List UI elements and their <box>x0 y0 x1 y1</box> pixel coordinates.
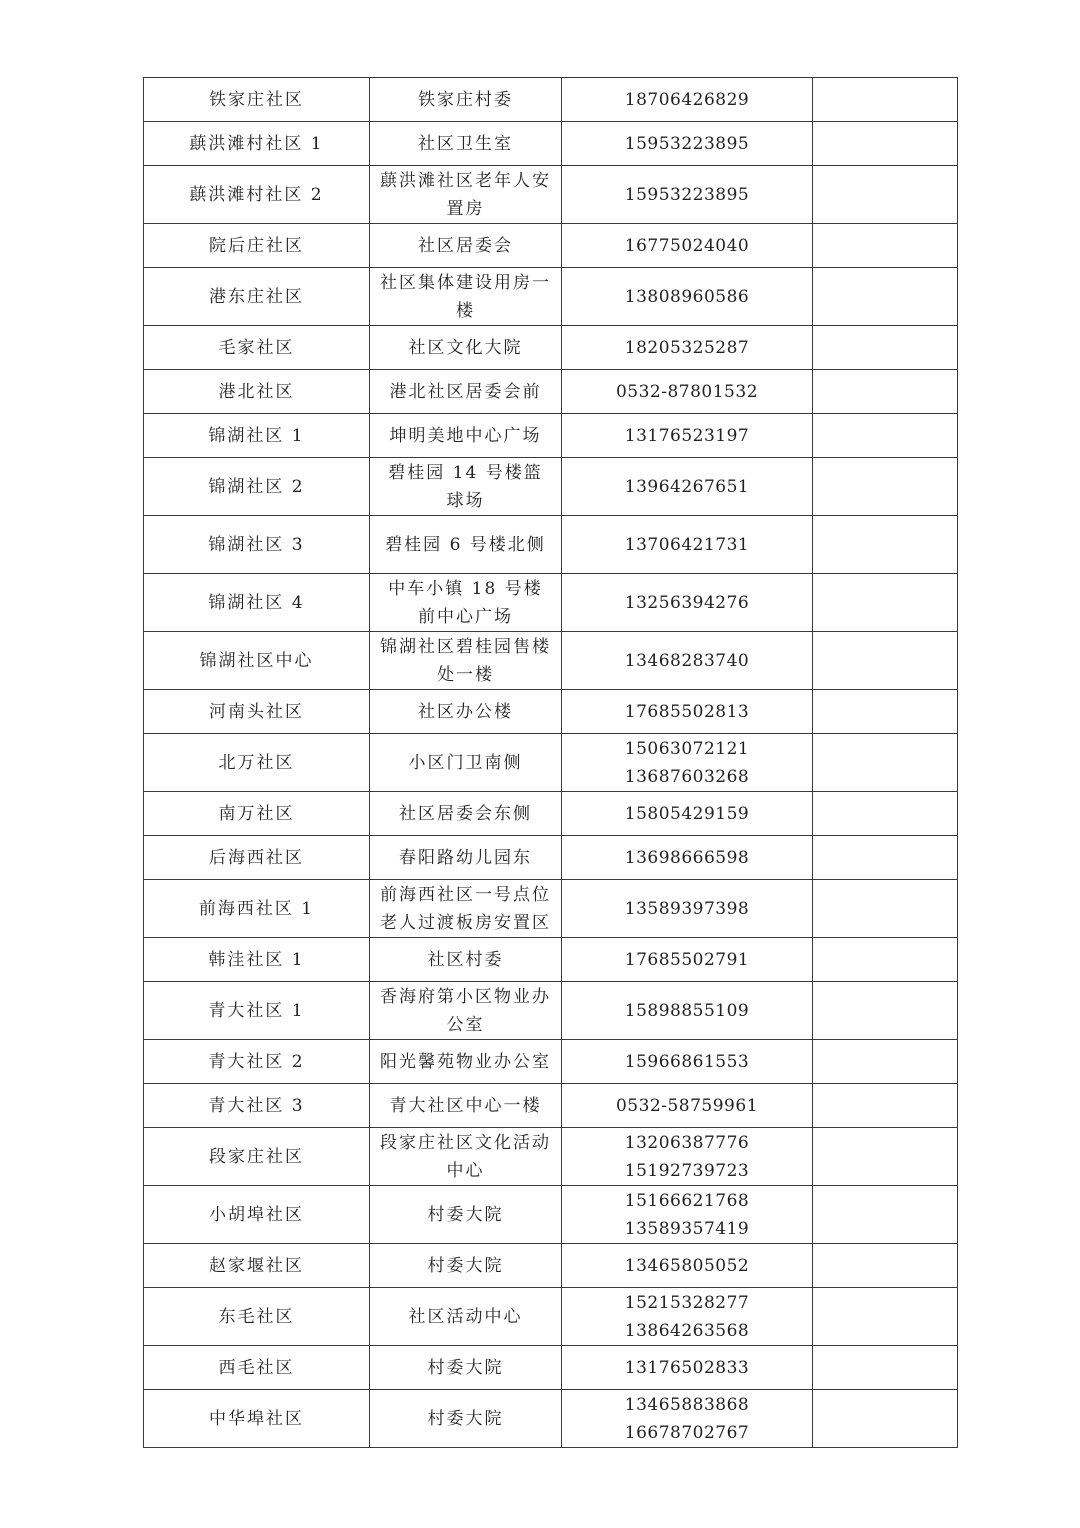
community-name-cell: 锦湖社区 3 <box>144 516 370 574</box>
note-cell <box>813 458 958 516</box>
location-cell: 春阳路幼儿园东 <box>370 836 562 880</box>
note-cell <box>813 880 958 938</box>
community-name-cell: 赵家堰社区 <box>144 1244 370 1288</box>
table-row <box>144 574 958 632</box>
location-cell: 港北社区居委会前 <box>370 370 562 414</box>
phone-cell <box>562 734 813 792</box>
table-row <box>144 458 958 516</box>
phone-number: 0532-87801532 <box>615 381 759 402</box>
phone-number: 15953223895 <box>624 133 750 154</box>
table-row <box>144 982 958 1040</box>
table-row <box>144 632 958 690</box>
community-name-cell: 河南头社区 <box>144 690 370 734</box>
phone-number: 13256394276 <box>624 592 750 613</box>
phone-cell <box>562 690 813 734</box>
location-cell: 青大社区中心一楼 <box>370 1084 562 1128</box>
community-name-cell: 港北社区 <box>144 370 370 414</box>
phone-cell <box>562 836 813 880</box>
phone-cell <box>562 1244 813 1288</box>
note-cell <box>813 938 958 982</box>
phone-number: 13468283740 <box>624 650 750 671</box>
note-cell <box>813 836 958 880</box>
community-name-cell: 小胡埠社区 <box>144 1186 370 1244</box>
location-cell: 铁家庄村委 <box>370 78 562 122</box>
table-row <box>144 414 958 458</box>
community-name-cell: 段家庄社区 <box>144 1128 370 1186</box>
community-name-cell: 青大社区 2 <box>144 1040 370 1084</box>
phone-number: 17685502813 <box>624 701 750 722</box>
phone-number: 13706421731 <box>624 534 750 555</box>
phone-cell <box>562 632 813 690</box>
community-name-cell: 蕻洪滩村社区 1 <box>144 122 370 166</box>
phone-cell <box>562 122 813 166</box>
community-table <box>143 77 958 1448</box>
note-cell <box>813 792 958 836</box>
phone-cell <box>562 326 813 370</box>
phone-cell <box>562 458 813 516</box>
community-name-cell: 前海西社区 1 <box>144 880 370 938</box>
phone-number: 16678702767 <box>624 1422 750 1443</box>
note-cell <box>813 78 958 122</box>
location-cell: 社区文化大院 <box>370 326 562 370</box>
community-name-cell: 铁家庄社区 <box>144 78 370 122</box>
phone-cell <box>562 1084 813 1128</box>
phone-number: 13964267651 <box>624 476 750 497</box>
table-row <box>144 122 958 166</box>
community-name-cell: 锦湖社区中心 <box>144 632 370 690</box>
phone-cell <box>562 370 813 414</box>
community-name-cell: 北万社区 <box>144 734 370 792</box>
table-row <box>144 224 958 268</box>
phone-number: 13698666598 <box>624 847 750 868</box>
note-cell <box>813 370 958 414</box>
community-name-cell: 毛家社区 <box>144 326 370 370</box>
location-cell: 村委大院 <box>370 1390 562 1448</box>
table-row <box>144 938 958 982</box>
phone-number: 13864263568 <box>624 1320 750 1341</box>
phone-number: 16775024040 <box>624 235 750 256</box>
table-row <box>144 1186 958 1244</box>
location-cell: 村委大院 <box>370 1186 562 1244</box>
phone-number: 13589397398 <box>624 898 750 919</box>
community-name-cell: 锦湖社区 2 <box>144 458 370 516</box>
phone-cell <box>562 1186 813 1244</box>
location-cell: 阳光馨苑物业办公室 <box>370 1040 562 1084</box>
note-cell <box>813 516 958 574</box>
note-cell <box>813 734 958 792</box>
table-row <box>144 1244 958 1288</box>
phone-cell <box>562 792 813 836</box>
phone-number: 13465805052 <box>624 1255 750 1276</box>
note-cell <box>813 1128 958 1186</box>
phone-cell <box>562 574 813 632</box>
table-row <box>144 1040 958 1084</box>
phone-number: 13176502833 <box>624 1357 750 1378</box>
phone-number: 13687603268 <box>624 766 750 787</box>
note-cell <box>813 224 958 268</box>
phone-cell <box>562 1288 813 1346</box>
note-cell <box>813 690 958 734</box>
table-row <box>144 326 958 370</box>
phone-cell <box>562 1390 813 1448</box>
note-cell <box>813 122 958 166</box>
community-name-cell: 中华埠社区 <box>144 1390 370 1448</box>
table-row <box>144 166 958 224</box>
phone-cell <box>562 414 813 458</box>
location-cell: 段家庄社区文化活动中心 <box>370 1128 562 1186</box>
table-row <box>144 880 958 938</box>
phone-number: 18205325287 <box>624 337 750 358</box>
location-cell: 社区村委 <box>370 938 562 982</box>
community-name-cell: 港东庄社区 <box>144 268 370 326</box>
community-name-cell: 韩洼社区 1 <box>144 938 370 982</box>
phone-number: 18706426829 <box>624 89 750 110</box>
phone-number: 17685502791 <box>624 949 750 970</box>
phone-cell <box>562 880 813 938</box>
table-row <box>144 1128 958 1186</box>
phone-cell <box>562 1128 813 1186</box>
location-cell: 社区集体建设用房一楼 <box>370 268 562 326</box>
phone-number: 15898855109 <box>624 1000 750 1021</box>
phone-number: 13206387776 <box>624 1132 750 1153</box>
phone-number: 13808960586 <box>624 286 750 307</box>
table-row <box>144 1390 958 1448</box>
phone-cell <box>562 166 813 224</box>
phone-cell <box>562 516 813 574</box>
community-name-cell: 西毛社区 <box>144 1346 370 1390</box>
location-cell: 锦湖社区碧桂园售楼处一楼 <box>370 632 562 690</box>
location-cell: 社区卫生室 <box>370 122 562 166</box>
community-name-cell: 院后庄社区 <box>144 224 370 268</box>
location-cell: 社区办公楼 <box>370 690 562 734</box>
note-cell <box>813 574 958 632</box>
location-cell: 前海西社区一号点位老人过渡板房安置区 <box>370 880 562 938</box>
note-cell <box>813 414 958 458</box>
note-cell <box>813 632 958 690</box>
location-cell: 村委大院 <box>370 1346 562 1390</box>
table-row <box>144 690 958 734</box>
location-cell: 中车小镇 18 号楼前中心广场 <box>370 574 562 632</box>
location-cell: 坤明美地中心广场 <box>370 414 562 458</box>
phone-number: 13176523197 <box>624 425 750 446</box>
note-cell <box>813 1390 958 1448</box>
phone-number: 13589357419 <box>624 1218 750 1239</box>
note-cell <box>813 982 958 1040</box>
note-cell <box>813 268 958 326</box>
table-row <box>144 1288 958 1346</box>
phone-number: 15966861553 <box>624 1051 750 1072</box>
phone-number: 13465883868 <box>624 1394 750 1415</box>
phone-cell <box>562 938 813 982</box>
community-name-cell: 锦湖社区 1 <box>144 414 370 458</box>
phone-number: 15805429159 <box>624 803 750 824</box>
table-row <box>144 792 958 836</box>
note-cell <box>813 1040 958 1084</box>
table-row <box>144 78 958 122</box>
phone-cell <box>562 1040 813 1084</box>
note-cell <box>813 1084 958 1128</box>
phone-cell <box>562 1346 813 1390</box>
note-cell <box>813 326 958 370</box>
location-cell: 社区居委会东侧 <box>370 792 562 836</box>
phone-number: 0532-58759961 <box>615 1095 759 1116</box>
community-name-cell: 南万社区 <box>144 792 370 836</box>
table-row <box>144 836 958 880</box>
community-name-cell: 东毛社区 <box>144 1288 370 1346</box>
table-row <box>144 734 958 792</box>
community-name-cell: 蕻洪滩村社区 2 <box>144 166 370 224</box>
phone-number: 15192739723 <box>624 1160 750 1181</box>
location-cell: 碧桂园 14 号楼篮球场 <box>370 458 562 516</box>
note-cell <box>813 1244 958 1288</box>
table-row <box>144 268 958 326</box>
location-cell: 社区居委会 <box>370 224 562 268</box>
table-row <box>144 1084 958 1128</box>
note-cell <box>813 1186 958 1244</box>
location-cell: 香海府第小区物业办公室 <box>370 982 562 1040</box>
community-name-cell: 青大社区 1 <box>144 982 370 1040</box>
phone-cell <box>562 78 813 122</box>
note-cell <box>813 166 958 224</box>
location-cell: 小区门卫南侧 <box>370 734 562 792</box>
phone-cell <box>562 224 813 268</box>
note-cell <box>813 1288 958 1346</box>
phone-cell <box>562 268 813 326</box>
location-cell: 碧桂园 6 号楼北侧 <box>370 516 562 574</box>
community-name-cell: 锦湖社区 4 <box>144 574 370 632</box>
phone-number: 15953223895 <box>624 184 750 205</box>
phone-number: 15063072121 <box>624 738 750 759</box>
note-cell <box>813 1346 958 1390</box>
location-cell: 蕻洪滩社区老年人安置房 <box>370 166 562 224</box>
community-name-cell: 青大社区 3 <box>144 1084 370 1128</box>
table-row <box>144 516 958 574</box>
phone-number: 15215328277 <box>624 1292 750 1313</box>
community-name-cell: 后海西社区 <box>144 836 370 880</box>
phone-number: 15166621768 <box>624 1190 750 1211</box>
phone-cell <box>562 982 813 1040</box>
table-row <box>144 370 958 414</box>
location-cell: 社区活动中心 <box>370 1288 562 1346</box>
location-cell: 村委大院 <box>370 1244 562 1288</box>
table-row <box>144 1346 958 1390</box>
